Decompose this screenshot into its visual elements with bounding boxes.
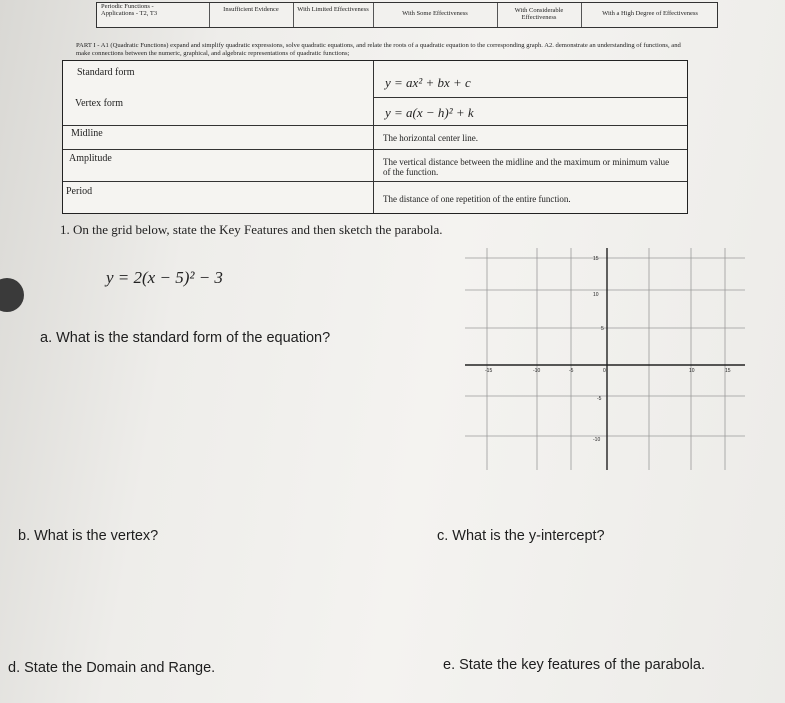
def-vertex-form: y = a(x − h)² + k <box>385 105 474 120</box>
y-tick-label: 15 <box>593 256 599 262</box>
term-period: Period <box>66 186 93 197</box>
def-amplitude: The vertical distance between the midline and the maximum or minimum value of the function. <box>383 157 670 177</box>
x-tick-label: 0 <box>603 368 606 374</box>
rubric-title-line2: Applications - T2, T3 <box>101 10 158 17</box>
rubric-level-1: Insufficient Evidence <box>223 6 279 13</box>
definitions-table <box>62 60 688 214</box>
rubric-title-line1: Periodic Functions - <box>101 3 154 10</box>
term-standard-form: Standard form <box>77 67 135 78</box>
question-1: 1. On the grid below, state the Key Features and then sketch the parabola. <box>60 222 443 237</box>
term-midline: Midline <box>71 128 103 139</box>
rubric-level-2: With Limited Effectiveness <box>297 6 369 13</box>
given-equation: y = 2(x − 5)² − 3 <box>106 268 223 287</box>
x-tick-label: 15 <box>725 368 731 374</box>
x-tick-label: -15 <box>485 368 493 374</box>
curriculum-expectations: PART I - A1 (Quadratic Functions) expand and simplify quadratic expressions, solve quadratic equations, and relate the roots of a quadratic equation to the corresponding graph. A2. demonstrate an understanding of functions, and make connections between the numeric, graphical, and algebraic representations of quadratic functions; <box>76 42 681 57</box>
def-midline: The horizontal center line. <box>383 133 478 143</box>
question-c: c. What is the y-intercept? <box>437 528 605 544</box>
term-vertex-form: Vertex form <box>75 98 124 109</box>
y-tick-label: 10 <box>593 292 599 298</box>
binder-hole <box>0 278 24 312</box>
rubric-title <box>101 3 201 27</box>
y-tick-label: -10 <box>593 437 601 443</box>
y-tick-label: 5 <box>601 326 604 332</box>
question-d: d. State the Domain and Range. <box>8 660 216 676</box>
question-a: a. What is the standard form of the equation? <box>40 330 331 346</box>
x-tick-label: 10 <box>689 368 695 374</box>
rubric-level-3: With Some Effectiveness <box>402 10 468 17</box>
coordinate-grid[interactable] <box>455 240 755 480</box>
rubric-header <box>96 2 718 28</box>
term-amplitude: Amplitude <box>69 153 112 164</box>
rubric-level-4: With Considerable Effectiveness <box>514 7 564 21</box>
rubric-level-5: With a High Degree of Effectiveness <box>602 10 698 17</box>
question-e: e. State the key features of the parabola. <box>443 657 705 673</box>
question-b: b. What is the vertex? <box>18 528 159 544</box>
y-tick-label: -5 <box>597 396 602 402</box>
x-tick-label: -10 <box>533 368 541 374</box>
x-tick-label: -5 <box>569 368 574 374</box>
def-standard-form: y = ax² + bx + c <box>385 75 471 90</box>
def-period: The distance of one repetition of the entire function. <box>383 194 571 204</box>
